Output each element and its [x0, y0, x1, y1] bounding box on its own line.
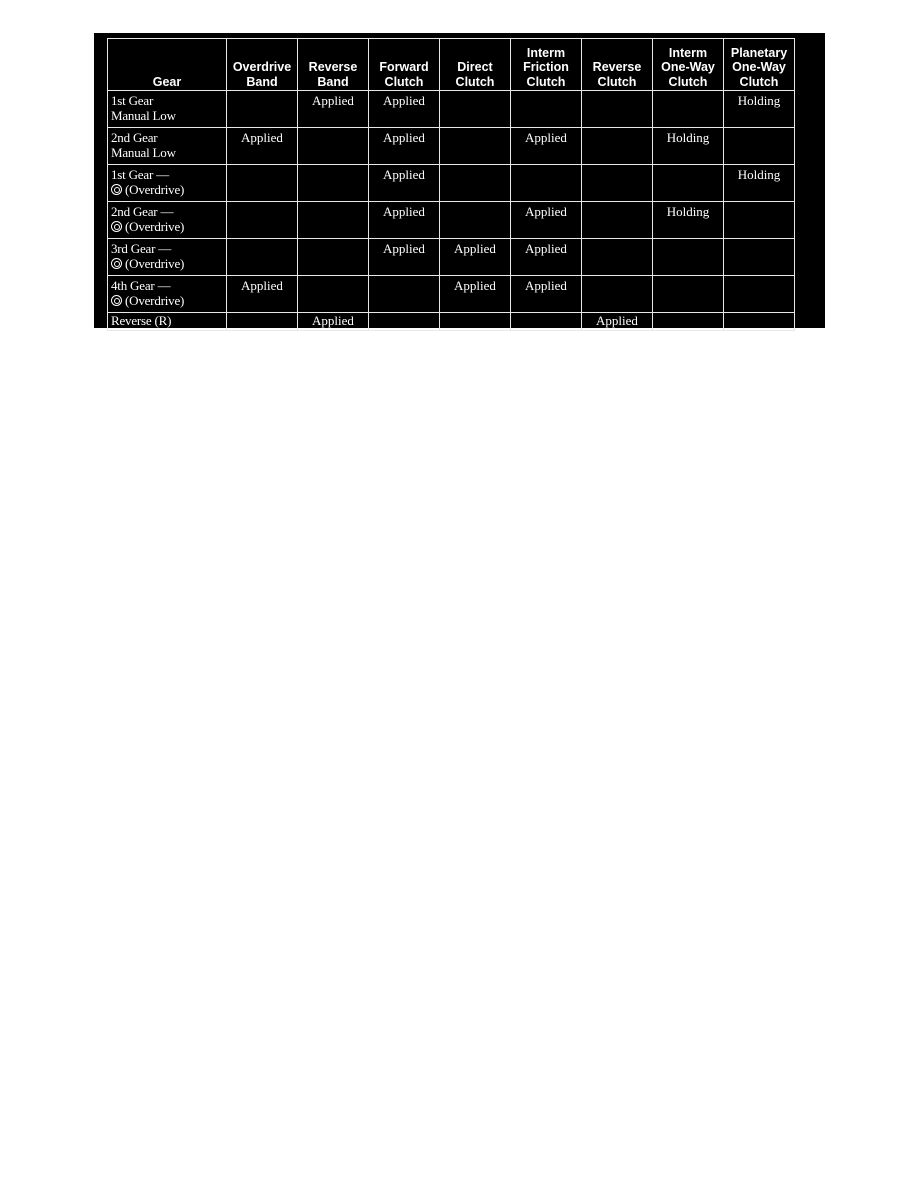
- state-cell: Applied: [369, 128, 440, 165]
- header-text: Clutch: [455, 74, 495, 89]
- state-cell: [653, 165, 724, 202]
- header-text: Forward: [379, 60, 429, 74]
- state-cell: [724, 128, 795, 165]
- header-text: Reverse: [308, 60, 358, 74]
- table-row: [108, 165, 795, 202]
- gear-cell: [108, 202, 227, 239]
- state-cell: [440, 128, 511, 165]
- gear-label-text: (Overdrive): [125, 181, 185, 197]
- state-cell: [227, 313, 298, 331]
- state-cell: [227, 91, 298, 128]
- gear-label-line1: 2nd Gear: [111, 130, 158, 145]
- gear-label-text: (Overdrive): [125, 255, 185, 271]
- header-text: Planetary: [730, 45, 788, 60]
- state-cell: [582, 165, 653, 202]
- header-reverse-band: [298, 39, 369, 91]
- state-cell: [440, 202, 511, 239]
- gear-label-text: Manual Low: [111, 144, 176, 160]
- state-cell: Applied: [369, 91, 440, 128]
- state-cell: [582, 128, 653, 165]
- header-text: Clutch: [739, 74, 779, 89]
- state-cell: Applied: [369, 202, 440, 239]
- overdrive-icon: [111, 184, 122, 195]
- state-cell: [298, 165, 369, 202]
- state-cell: [227, 239, 298, 276]
- header-reverse-clutch: [582, 39, 653, 91]
- header-text: One-Way: [661, 60, 715, 74]
- state-cell: Applied: [369, 239, 440, 276]
- table-row: [108, 91, 795, 128]
- gear-label-line2: [111, 146, 226, 161]
- gear-label-line1: 1st Gear —: [111, 167, 169, 182]
- header-overdrive-band: [227, 39, 298, 91]
- state-cell: [511, 91, 582, 128]
- gear-application-table: [107, 38, 795, 331]
- gear-label-line2: [111, 294, 226, 309]
- gear-label-text: (Overdrive): [125, 292, 185, 308]
- gear-label-line2: [111, 220, 226, 235]
- state-cell: Holding: [653, 202, 724, 239]
- header-text: Friction: [523, 60, 569, 74]
- gear-label-line1: 4th Gear —: [111, 278, 171, 293]
- header-interm-one-way-clutch: [653, 39, 724, 91]
- header-planetary-one-way-clutch: [724, 39, 795, 91]
- header-text: Clutch: [526, 74, 566, 89]
- state-cell: [582, 276, 653, 313]
- state-cell: [440, 165, 511, 202]
- table-row: [108, 202, 795, 239]
- header-text: Reverse: [592, 60, 642, 74]
- header-forward-clutch: [369, 39, 440, 91]
- state-cell: Applied: [511, 239, 582, 276]
- gear-label-line1: 2nd Gear —: [111, 204, 174, 219]
- state-cell: [298, 276, 369, 313]
- header-text: Interm: [668, 45, 708, 60]
- gear-label-line2: [111, 109, 226, 124]
- state-cell: [724, 202, 795, 239]
- state-cell: [440, 91, 511, 128]
- table-row: [108, 313, 795, 331]
- gear-cell: [108, 165, 227, 202]
- header-text: Band: [246, 74, 278, 89]
- state-cell: [511, 165, 582, 202]
- state-cell: [582, 202, 653, 239]
- state-cell: Applied: [227, 276, 298, 313]
- header-text: Interm: [526, 45, 566, 60]
- gear-label-line1: Reverse (R): [111, 313, 172, 328]
- state-cell: [298, 128, 369, 165]
- gear-label-line1: 1st Gear: [111, 93, 154, 108]
- state-cell: [582, 239, 653, 276]
- state-cell: [440, 313, 511, 331]
- gear-application-chart: [94, 33, 825, 328]
- state-cell: Applied: [298, 91, 369, 128]
- state-cell: Applied: [582, 313, 653, 331]
- state-cell: [369, 313, 440, 331]
- table-row: [108, 276, 795, 313]
- overdrive-icon: [111, 295, 122, 306]
- state-cell: Applied: [511, 276, 582, 313]
- state-cell: Applied: [440, 276, 511, 313]
- table-row: [108, 239, 795, 276]
- state-cell: Applied: [227, 128, 298, 165]
- state-cell: Applied: [298, 313, 369, 331]
- state-cell: [653, 91, 724, 128]
- header-text: Direct: [457, 60, 493, 74]
- state-cell: [724, 239, 795, 276]
- header-text: Clutch: [668, 74, 708, 89]
- gear-cell: [108, 128, 227, 165]
- state-cell: Holding: [724, 165, 795, 202]
- state-cell: Applied: [511, 128, 582, 165]
- gear-label-line2: [111, 257, 226, 272]
- header-text: Clutch: [384, 74, 424, 89]
- header-row: [108, 39, 795, 91]
- state-cell: [653, 313, 724, 331]
- overdrive-icon: [111, 221, 122, 232]
- header-text: One-Way: [732, 60, 786, 74]
- gear-label-line2: [111, 183, 226, 198]
- gear-label-text: Manual Low: [111, 107, 176, 123]
- table-row: [108, 128, 795, 165]
- state-cell: [511, 313, 582, 331]
- state-cell: [724, 276, 795, 313]
- header-interm-friction-clutch: [511, 39, 582, 91]
- state-cell: Holding: [724, 91, 795, 128]
- table-body: [108, 91, 795, 331]
- state-cell: [653, 276, 724, 313]
- state-cell: Applied: [511, 202, 582, 239]
- header-gear: [108, 39, 227, 91]
- gear-cell: [108, 239, 227, 276]
- state-cell: [724, 313, 795, 331]
- gear-label-line1: 3rd Gear —: [111, 241, 172, 256]
- gear-cell: [108, 276, 227, 313]
- header-direct-clutch: [440, 39, 511, 91]
- header-text: Clutch: [597, 74, 637, 89]
- gear-label-text: (Overdrive): [125, 218, 185, 234]
- state-cell: [653, 239, 724, 276]
- overdrive-icon: [111, 258, 122, 269]
- state-cell: [298, 239, 369, 276]
- state-cell: [369, 276, 440, 313]
- gear-cell: [108, 91, 227, 128]
- header-text: Band: [317, 74, 349, 89]
- state-cell: [227, 165, 298, 202]
- header-text: Overdrive: [232, 60, 292, 74]
- gear-cell: [108, 313, 227, 331]
- state-cell: [227, 202, 298, 239]
- state-cell: [298, 202, 369, 239]
- state-cell: [582, 91, 653, 128]
- state-cell: Holding: [653, 128, 724, 165]
- header-text: Gear: [152, 74, 182, 89]
- state-cell: Applied: [440, 239, 511, 276]
- state-cell: Applied: [369, 165, 440, 202]
